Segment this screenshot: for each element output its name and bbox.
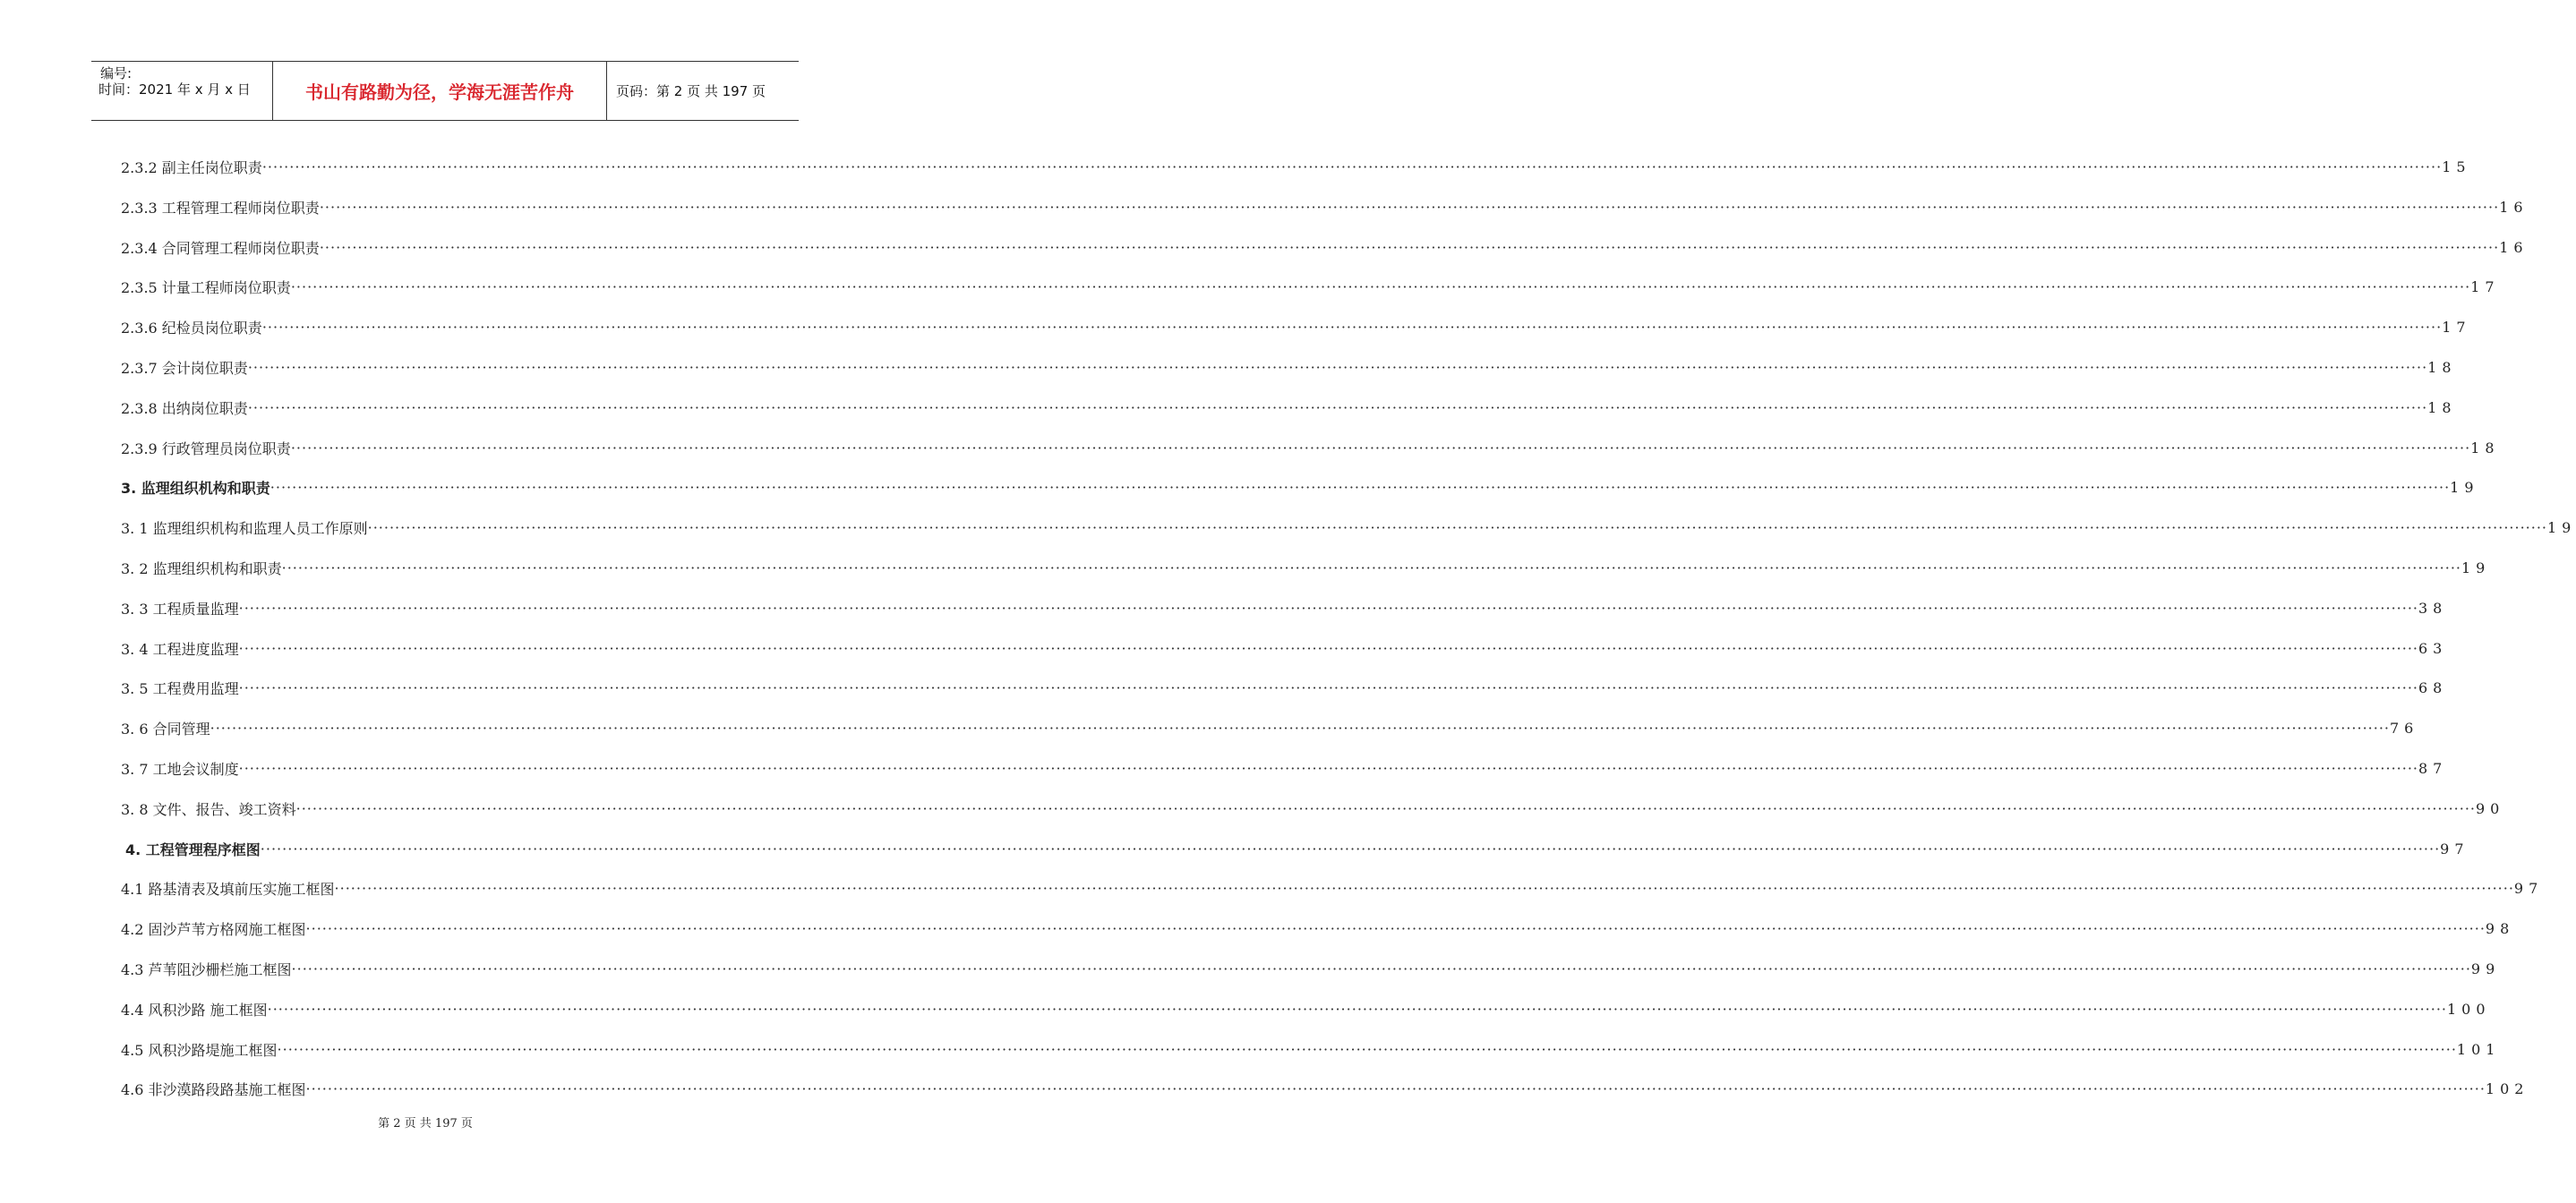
toc-leader-dots: ················································································································································································································································································································································································································ [305,1079,2486,1097]
toc-entry-page: 17 [2470,277,2500,295]
toc-entry-title: 3. 3 工程质量监理 [121,600,239,618]
header-page-label: 页码：第 2 页 共 197 页 [616,83,766,99]
toc-entry-page: 17 [2442,318,2471,336]
toc-leader-dots: ················································································································································································································································································································································································································ [319,238,2500,256]
toc-entry-page: 18 [2427,398,2457,416]
toc-entry-page: 63 [2418,639,2448,657]
toc-entry[interactable] [121,877,2544,899]
toc-entry[interactable] [121,397,2457,418]
toc-entry-page: 97 [2440,840,2469,857]
toc-leader-dots: ················································································································································································································································································································································································································ [281,559,2461,576]
toc-entry[interactable] [121,516,2576,538]
toc-entry[interactable] [121,958,2501,979]
toc-entry-title: 2.3.6 纪检员岗位职责 [121,319,262,337]
toc-entry-page: 76 [2390,719,2419,737]
toc-entry[interactable] [125,838,2469,859]
toc-entry[interactable] [121,1078,2529,1099]
document-time-label: 时间：2021 年 x 月 x 日 [98,81,251,98]
toc-leader-dots: ················································································································································································································································································································································································································ [261,318,2443,336]
toc-entry-page: 18 [2427,358,2457,376]
toc-entry-title: 2.3.3 工程管理工程师岗位职责 [121,199,320,217]
toc-entry[interactable] [121,476,2479,498]
toc-entry[interactable] [121,597,2448,619]
toc-leader-dots: ················································································································································································································································································································································································································ [260,840,2441,857]
toc-entry-title: 4.5 风积沙路堤施工框图 [121,1041,278,1059]
toc-entry-page: 18 [2470,439,2500,456]
toc-entry-title: 3. 7 工地会议制度 [121,760,239,778]
toc-entry-page: 102 [2485,1079,2529,1097]
toc-entry-page: 68 [2418,678,2448,696]
toc-entry[interactable] [121,637,2448,659]
toc-entry-page: 87 [2418,759,2448,777]
toc-entry-title: 2.3.8 出纳岗位职责 [121,399,248,417]
toc-entry-title: 3. 5 工程费用监理 [121,679,239,697]
toc-leader-dots: ················································································································································································································································································································································································································ [277,1040,2457,1058]
toc-entry[interactable] [121,196,2529,218]
toc-entry-title: 2.3.7 会计岗位职责 [121,359,248,377]
toc-entry[interactable] [121,717,2419,738]
toc-entry-page: 98 [2485,919,2515,937]
toc-leader-dots: ················································································································································································································································································································································································································ [247,398,2428,416]
toc-entry-page: 100 [2447,1000,2491,1018]
toc-entry-page: 38 [2418,599,2448,617]
toc-entry-page: 101 [2456,1040,2501,1058]
toc-entry[interactable] [121,356,2457,378]
toc-entry-title: 4.1 路基清表及填前压实施工框图 [121,880,335,898]
toc-leader-dots: ················································································································································································································································································································································································································ [261,158,2443,175]
toc-entry[interactable] [121,917,2515,939]
document-number-label: 编号: [100,65,133,81]
toc-entry-title: 4.4 风积沙路 施工框图 [121,1001,268,1019]
toc-leader-dots: ················································································································································································································································································································································································································ [247,358,2428,376]
toc-entry[interactable] [121,437,2500,458]
toc-entry-title: 3. 2 监理组织机构和职责 [121,559,282,577]
toc-entry[interactable] [121,1038,2501,1060]
toc-entry-page: 15 [2442,158,2471,175]
toc-entry-title: 3. 监理组织机构和职责 [121,479,270,497]
page-footer: 第 2 页 共 197 页 [378,1117,473,1130]
toc-entry-title: 2.3.5 计量工程师岗位职责 [121,278,291,296]
toc-entry-title: 4. 工程管理程序框图 [125,840,261,858]
header-motto: 书山有路勤为径，学海无涯苦作舟 [272,62,607,120]
toc-entry-page: 19 [2461,559,2491,576]
toc-entry-title: 4.3 芦苇阻沙栅栏施工框图 [121,960,292,978]
toc-leader-dots: ················································································································································································································································································································································································································ [291,960,2471,977]
toc-entry-page: 90 [2476,799,2505,817]
toc-entry-page: 19 [2547,518,2576,536]
toc-entry-page: 16 [2499,198,2529,216]
toc-entry-title: 4.6 非沙漠路段路基施工框图 [121,1080,306,1098]
toc-entry[interactable] [121,798,2505,819]
toc-leader-dots: ················································································································································································································································································································································································································ [334,879,2514,897]
toc-entry[interactable] [121,156,2471,177]
toc-entry-title: 2.3.2 副主任岗位职责 [121,158,262,176]
toc-entry[interactable] [121,236,2529,258]
toc-entry-page: 19 [2450,478,2479,496]
toc-leader-dots: ················································································································································································································································································································································································································ [367,518,2547,536]
toc-leader-dots: ················································································································································································································································································································································································································ [270,478,2451,496]
toc-leader-dots: ················································································································································································································································································································································································································ [290,439,2471,456]
toc-entry[interactable] [121,998,2491,1020]
toc-entry-page: 99 [2470,960,2501,977]
toc-entry-title: 3. 4 工程进度监理 [121,640,239,658]
toc-entry[interactable] [121,757,2448,779]
toc-entry-title: 3. 8 文件、报告、竣工资料 [121,800,296,818]
toc-entry[interactable] [121,316,2471,337]
toc-entry[interactable] [121,557,2491,578]
toc-leader-dots: ················································································································································································································································································································································································································ [238,639,2418,657]
toc-entry-title: 3. 1 监理组织机构和监理人员工作原则 [121,519,368,537]
toc-leader-dots: ················································································································································································································································································································································································································ [210,719,2390,737]
toc-entry-title: 2.3.9 行政管理员岗位职责 [121,439,291,457]
toc-leader-dots: ················································································································································································································································································································································································································ [238,678,2418,696]
toc-leader-dots: ················································································································································································································································································································································································································ [290,277,2471,295]
toc-leader-dots: ················································································································································································································································································································································································································ [238,599,2418,617]
toc-entry-title: 3. 6 合同管理 [121,720,210,738]
toc-entry-page: 16 [2499,238,2529,256]
toc-leader-dots: ················································································································································································································································································································································································································ [238,759,2418,777]
toc-entry-page: 97 [2513,879,2544,897]
toc-entry[interactable] [121,677,2448,698]
toc-entry-title: 4.2 固沙芦苇方格网施工框图 [121,920,306,938]
toc-leader-dots: ················································································································································································································································································································································································································ [295,799,2476,817]
toc-leader-dots: ················································································································································································································································································································································································································ [267,1000,2447,1018]
toc-leader-dots: ················································································································································································································································································································································································································ [319,198,2500,216]
toc-entry-title: 2.3.4 合同管理工程师岗位职责 [121,239,320,257]
toc-leader-dots: ················································································································································································································································································································································································································ [305,919,2486,937]
toc-entry[interactable] [121,276,2500,297]
